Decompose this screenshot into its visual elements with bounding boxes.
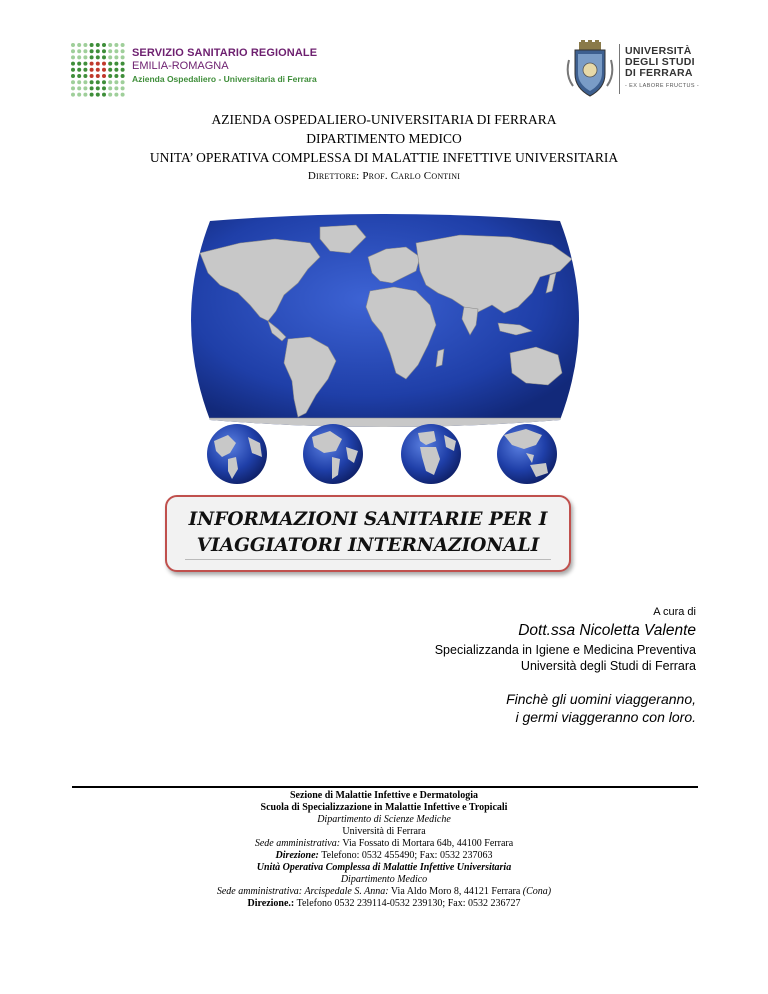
author-specialization: Specializzanda in Igiene e Medicina Preventiva: [434, 643, 696, 657]
footer-admin-seat: [0, 838, 768, 850]
unife-divider: [619, 44, 620, 94]
footer-school: Scuola di Specializzazione in Malattie Infettive e Tropicali: [260, 802, 508, 813]
title-box: [165, 495, 571, 572]
a-cura-di: A cura di: [653, 606, 696, 618]
title-underline: [185, 559, 551, 560]
globe-icon: [400, 423, 462, 485]
ssr-line3: Azienda Ospedaliero - Universitaria di Ferrara: [132, 74, 317, 84]
footer-hospital-direction: [0, 898, 768, 910]
footer-admin-address: Via Fossato di Mortara 64b, 44100 Ferrara: [342, 838, 514, 849]
quote-line2: i germi viaggeranno con loro.: [515, 709, 696, 725]
author-name: Dott.ssa Nicoletta Valente: [518, 622, 696, 639]
unife-motto: - EX LABORE FRUCTUS -: [625, 83, 700, 89]
footer-direction-label: Direzione:: [275, 850, 319, 861]
quote-line1: Finchè gli uomini viaggeranno,: [506, 691, 696, 707]
footer-admin-label: Sede amministrativa:: [254, 838, 341, 849]
author-university: Università degli Studi di Ferrara: [520, 659, 696, 673]
footer-hospital-direction-phone: Telefono 0532 239114-0532 239130; Fax: 0532 236727: [296, 898, 521, 909]
unife-name1: UNIVERSITÀ: [625, 45, 692, 57]
unife-text: [625, 46, 699, 92]
footer-unit: Unità Operativa Complessa di Malattie Infettive Universitaria: [256, 862, 512, 873]
footer-hospital-suffix: (Cona): [522, 886, 552, 897]
header-hospital: AZIENDA OSPEDALIERO-UNIVERSITARIA DI FERRARA: [211, 112, 557, 127]
header-director: Direttore: Prof. Carlo Contini: [307, 170, 461, 182]
ssr-logo: [70, 42, 330, 98]
ssr-dot-grid-icon: [70, 42, 126, 98]
footer-hospital-seat: [0, 886, 768, 898]
ssr-line1: SERVIZIO SANITARIO REGIONALE: [132, 47, 318, 59]
footer-department: Dipartimento di Scienze Mediche: [317, 814, 451, 825]
footer-divider: [72, 786, 698, 788]
footer-direction: [0, 850, 768, 862]
footer-university: Università di Ferrara: [342, 826, 426, 837]
unife-logo: [565, 40, 715, 100]
footer-hospital-direction-label: Direzione.:: [247, 898, 295, 909]
globe-icon: [302, 423, 364, 485]
footer-section: Sezione di Malattie Infettive e Dermatologia: [289, 790, 478, 801]
unife-name2: DEGLI STUDI: [625, 56, 695, 68]
ssr-line2: EMILIA-ROMAGNA: [132, 60, 229, 72]
footer-medical-dept: Dipartimento Medico: [340, 874, 428, 885]
unife-seal-icon: [565, 40, 615, 98]
ssr-logo-text: [132, 47, 317, 86]
title-line2: VIAGGIATORI INTERNAZIONALI: [196, 535, 540, 556]
footer-direction-phone: Telefono: 0532 455490; Fax: 0532 237063: [321, 850, 493, 861]
globe-icon: [206, 423, 268, 485]
world-map-icon: [180, 213, 590, 428]
unife-name3: DI FERRARA: [625, 67, 693, 79]
globe-icon: [496, 423, 558, 485]
footer-hospital-label: Sede amministrativa: Arcispedale S. Anna:: [216, 886, 389, 897]
title-line1: INFORMAZIONI SANITARIE PER I: [188, 509, 548, 530]
header-unit: UNITA’ OPERATIVA COMPLESSA DI MALATTIE INFETTIVE UNIVERSITARIA: [149, 150, 619, 165]
header-department: DIPARTIMENTO MEDICO: [306, 131, 462, 146]
document-title: [167, 507, 569, 559]
footer-hospital-address: Via Aldo Moro 8, 44121 Ferrara: [390, 886, 521, 897]
